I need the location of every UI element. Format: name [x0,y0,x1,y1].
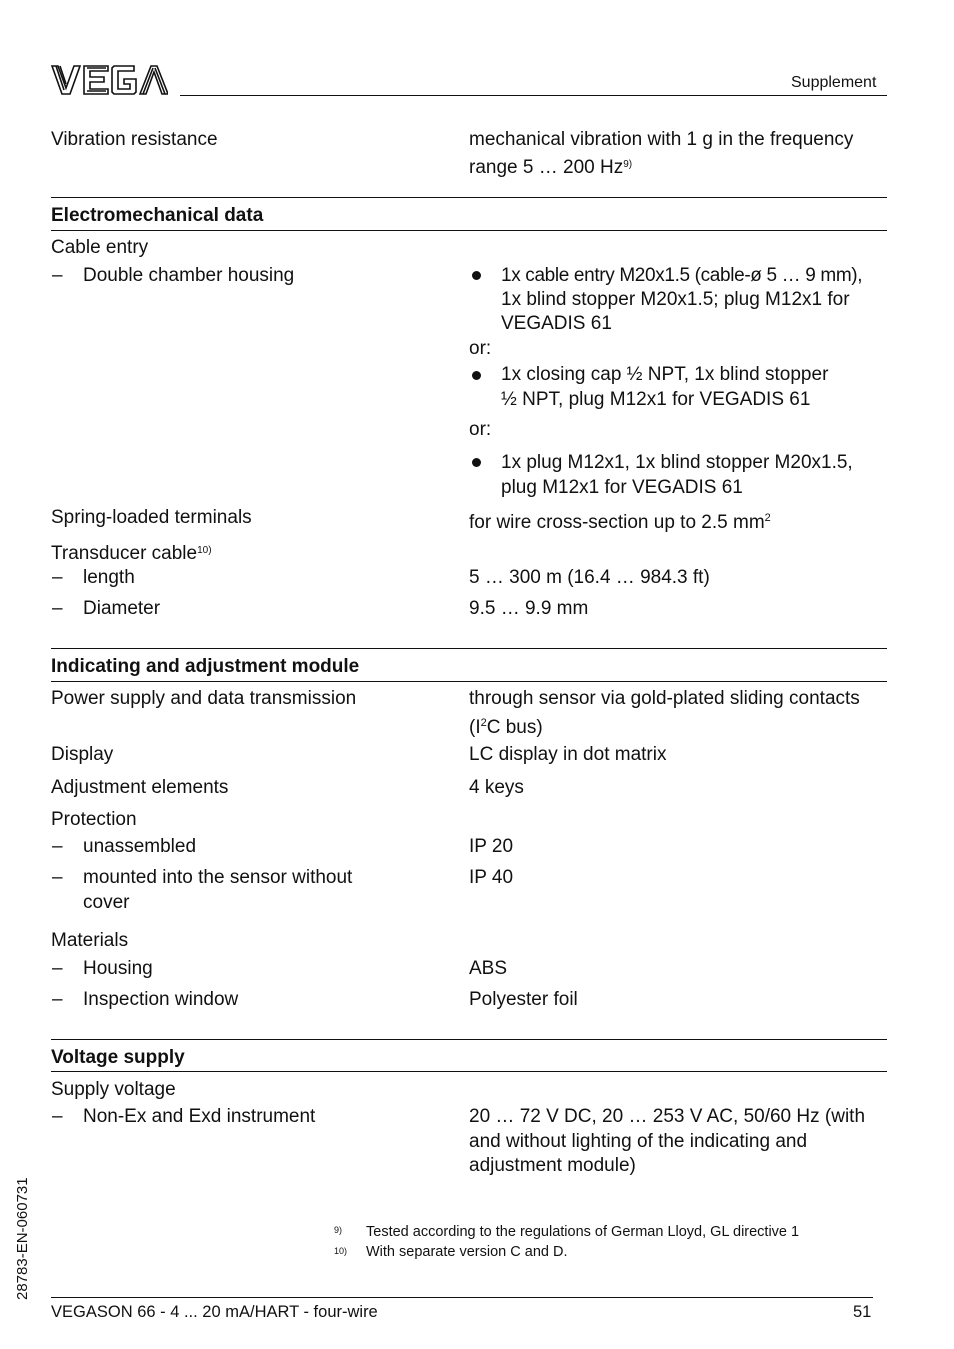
length-value: 5 … 300 m (16.4 … 984.3 ft) [469,567,710,588]
vibration-value-line1: mechanical vibration with 1 g in the frequency [469,129,854,150]
housing-value: ABS [469,958,508,979]
or-label: or: [469,338,492,359]
dash: – [52,1106,63,1127]
unassembled-value: IP 20 [469,836,514,857]
option3-line: plug M12x1 for VEGADIS 61 [501,477,743,498]
materials-label: Materials [51,930,129,951]
footer-title: VEGASON 66 - 4 ... 20 mA/HART - four-wire [51,1303,378,1321]
adjustment-elements-label: Adjustment elements [51,777,229,798]
protection-label: Protection [51,809,137,830]
dash: – [52,867,63,888]
housing-label: Housing [83,958,153,979]
section-rule-top [51,648,887,649]
footnote-ref: 10) [334,1246,348,1256]
section-heading-indicating: Indicating and adjustment module [51,656,360,677]
dash: – [52,958,63,979]
footnote-text: With separate version C and D. [366,1244,568,1260]
page-number: 51 [853,1303,872,1321]
footnote-text: Tested according to the regulations of German Lloyd, GL directive 1 [366,1224,800,1240]
option1-line: 1x blind stopper M20x1.5; plug M12x1 for [501,289,850,310]
adjustment-elements-value: 4 keys [469,777,524,798]
supply-voltage-label: Supply voltage [51,1079,176,1100]
option1-line: 1x cable entry M20x1.5 (cable-ø 5 … 9 mm), [501,265,863,286]
dash: – [52,265,63,286]
power-supply-label: Power supply and data transmission [51,688,357,709]
section-rule-top [51,197,887,198]
transducer-cable-label: Transducer cable$^{10)}$ [51,543,212,564]
power-supply-value-line2: ($I^2C$ bus) [469,717,543,738]
dash: – [52,989,63,1010]
vibration-label: Vibration resistance [51,129,218,150]
diameter-label: Diameter [83,598,161,619]
bullet-icon [472,271,481,280]
section-heading-voltage: Voltage supply [51,1047,185,1068]
nonex-label: Non-Ex and Exd instrument [83,1106,316,1127]
vibration-value-line2: range 5 … 200 Hz$^{9)}$ [469,157,633,178]
nonex-value-line: 20 … 72 V DC, 20 … 253 V AC, 50/60 Hz (with [469,1106,866,1127]
section-rule-bottom [51,230,887,231]
spring-terminals-label: Spring-loaded terminals [51,507,252,528]
double-chamber-label: Double chamber housing [83,265,295,286]
header-section-label: Supplement [791,74,877,91]
cable-entry-label: Cable entry [51,237,149,258]
unassembled-label: unassembled [83,836,197,857]
mounted-label-line1: mounted into the sensor without [83,867,353,888]
footnote-ref-9: 9) [623,159,633,170]
footer-rule [51,1297,873,1298]
section-heading-electromechanical: Electromechanical data [51,205,264,226]
footnote-ref: 9) [334,1225,343,1235]
section-rule-bottom [51,1071,887,1072]
diameter-value: 9.5 … 9.9 mm [469,598,589,619]
option2-line: 1x closing cap ½ NPT, 1x blind stopper [501,364,829,385]
display-label: Display [51,744,114,765]
mounted-label-line2: cover [83,892,130,913]
header-rule [180,95,887,96]
mounted-value: IP 40 [469,867,514,888]
nonex-value-line: adjustment module) [469,1155,636,1176]
power-supply-value-line1: through sensor via gold-plated sliding contacts [469,688,860,709]
document-code: 28783-EN-060731 [14,1177,31,1300]
vega-logo [50,64,168,96]
section-rule-top [51,1039,887,1040]
nonex-value-line: and without lighting of the indicating and [469,1131,808,1152]
dash: – [52,598,63,619]
inspection-window-value: Polyester foil [469,989,578,1010]
bullet-icon [472,371,481,380]
option1-line: VEGADIS 61 [501,313,612,334]
option3-line: 1x plug M12x1, 1x blind stopper M20x1.5, [501,452,853,473]
footnote-ref-10: 10) [197,545,212,556]
display-value: LC display in dot matrix [469,744,667,765]
dash: – [52,836,63,857]
option2-line: ½ NPT, plug M12x1 for VEGADIS 61 [501,389,811,410]
bullet-icon [472,458,481,467]
inspection-window-label: Inspection window [83,989,239,1010]
length-label: length [83,567,135,588]
dash: – [52,567,63,588]
section-rule-bottom [51,681,887,682]
or-label: or: [469,419,492,440]
spring-terminals-value: for wire cross-section up to 2.5 $mm^2$ [469,512,771,533]
